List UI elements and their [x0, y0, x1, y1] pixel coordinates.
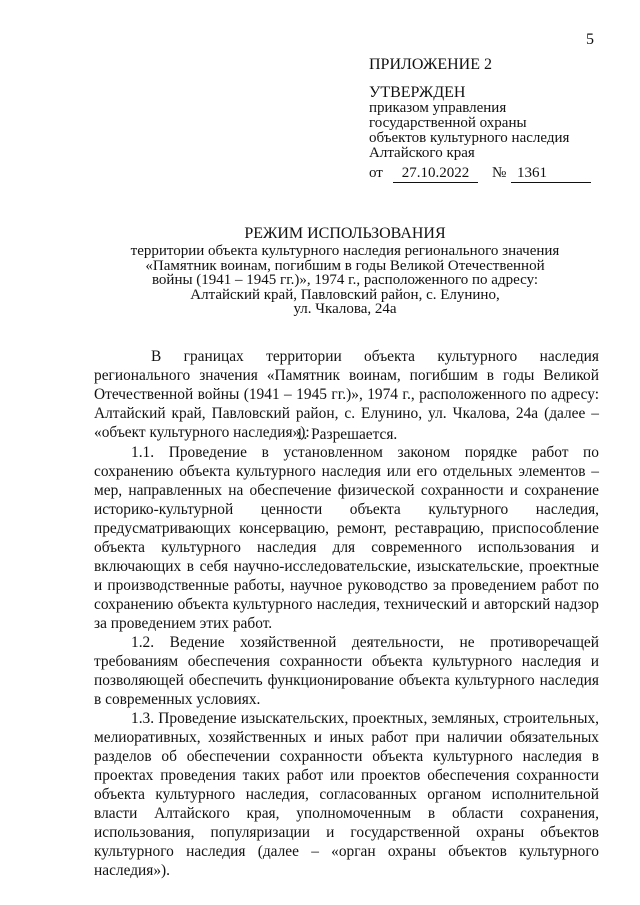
- title-regime: РЕЖИМ ИСПОЛЬЗОВАНИЯ: [244, 225, 446, 242]
- approval-line-1: приказом управления: [369, 100, 507, 116]
- document-title: [95, 226, 595, 317]
- order-date: 27.10.2022: [393, 166, 478, 183]
- clause-1-2: 1.2. Ведение хозяйственной деятельности, не противоречащей требованиям обеспечения сохранности объекта культурного наследия и позволяющей обеспечить функционирование объекта культурного наследия в современных условиях.: [94, 634, 599, 708]
- clause-1-1: 1.1. Проведение в установленном законом порядке работ по сохранению объекта культурного наследия или его отдельных элементов – мер, направленных на обеспечение физической сохранности и сохранение историко-культурной ценности объекта культурного наследия, предусматривающих консервацию, ремонт, реставрацию, приспособление объекта культурного наследия для современного использования и включающих в себя научно-исследовательские, изыскательские, проектные и производственные работы, научное руководство за проведением работ по сохранению объекта культурного наследия, технический и авторский надзор за проведением этих работ.: [94, 444, 599, 632]
- approval-line-3: объектов культурного наследия: [369, 130, 570, 146]
- approved-label: УТВЕРЖДЕН: [369, 84, 466, 101]
- section-heading-1: 1. Разрешается.: [295, 426, 398, 443]
- order-reference: [369, 164, 619, 184]
- page-number: 5: [586, 31, 594, 48]
- approval-line-4: Алтайского края: [369, 145, 475, 161]
- approval-stamp-block: [369, 57, 619, 184]
- approval-line-2: государственной охраны: [369, 115, 527, 131]
- title-line-2: «Памятник воинам, погибшим в годы Великой Отечественной: [145, 257, 545, 274]
- title-line-3: войны (1941 – 1945 гг.)», 1974 г., расположенного по адресу:: [151, 272, 539, 289]
- appendix-label: ПРИЛОЖЕНИЕ 2: [369, 56, 493, 73]
- title-line-5: ул. Чкалова, 24а: [293, 301, 397, 318]
- order-from-label: от: [369, 165, 383, 181]
- title-line-4: Алтайский край, Павловский район, с. Елунино,: [190, 286, 500, 303]
- clauses-list: [94, 443, 599, 880]
- intro-paragraph: В границах территории объекта культурного наследия регионального значения «Памятник воинам, погибшим в годы Великой Отечественной войны (1941 – 1945 гг.)», 1974 г., расположенного по адресу: Алтайский край, Павловский район, с. Елунино, ул. Чкалова, 24а (далее – «объект культурного наследия»):: [94, 348, 599, 441]
- title-line-1: территории объекта культурного наследия регионального значения: [130, 243, 560, 259]
- clause-1-3: 1.3. Проведение изыскательских, проектных, земляных, строительных, мелиоративных, хозяйственных и иных работ при наличии обязательных разделов об обеспечении сохранности объекта культурного наследия в проектах проведения таких работ или проектов обеспечения сохранности объекта культурного наследия, согласованных органом исполнительной власти Алтайского края, уполномоченным в области сохранения, использования, популяризации и государственной охраны объектов культурного наследия (далее – «орган охраны объектов культурного наследия»).: [94, 710, 599, 879]
- order-number-sign: №: [492, 165, 507, 181]
- order-number: 1361: [511, 166, 591, 183]
